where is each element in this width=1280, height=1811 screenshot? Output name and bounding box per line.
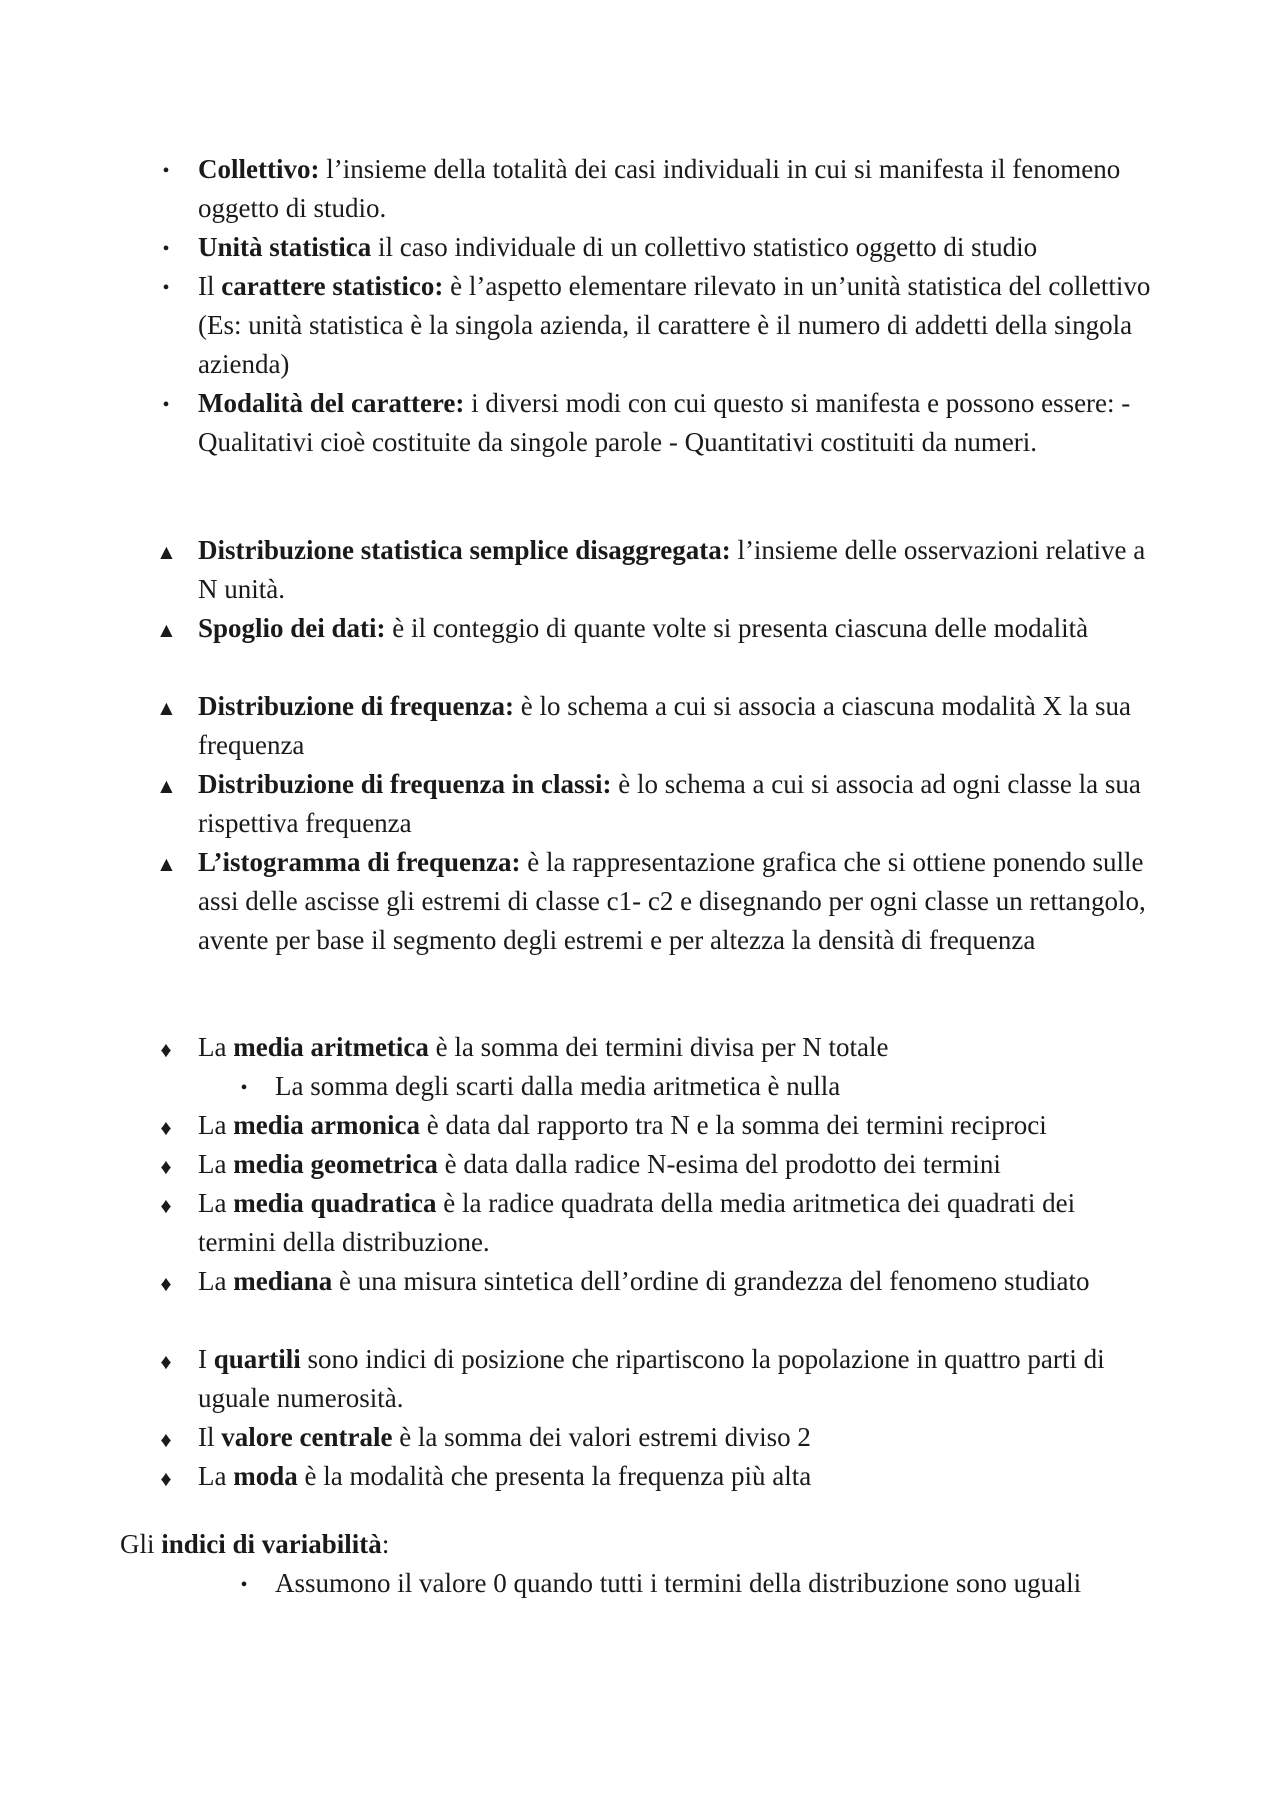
diamond-icon: ♦ — [160, 1154, 172, 1179]
list-item: Distribuzione di frequenza: è lo schema a cui si associa a ciascuna modalità X la sua frequenza — [198, 691, 1132, 760]
section-heading: Gli indici di variabilità: — [120, 1529, 390, 1559]
bullet-icon: • — [162, 277, 170, 299]
list-item: Collettivo: l’insieme della totalità dei casi individuali in cui si manifesta il fenomeno oggetto di studio. — [198, 154, 1121, 223]
term: Distribuzione di frequenza in classi: — [198, 769, 612, 799]
term: Spoglio dei dati: — [198, 613, 386, 643]
diamond-icon: ♦ — [160, 1427, 172, 1452]
triangle-icon: ▲ — [156, 774, 177, 798]
list-item: Distribuzione di frequenza in classi: è lo schema a cui si associa ad ogni classe la sua rispettiva frequenza — [198, 769, 1141, 838]
list-item: La media armonica è data dal rapporto tra N e la somma dei termini reciproci — [198, 1110, 1047, 1140]
term: L’istogramma di frequenza: — [198, 847, 521, 877]
term: Distribuzione statistica semplice disaggregata: — [198, 535, 731, 565]
term: Distribuzione di frequenza: — [198, 691, 514, 721]
triangle-icon: ▲ — [156, 618, 177, 642]
list-item: La media quadratica è la radice quadrata della media aritmetica dei quadrati dei termini della distribuzione. — [198, 1188, 1076, 1257]
diamond-icon: ♦ — [160, 1115, 172, 1140]
term: media aritmetica — [233, 1032, 429, 1062]
list-item: La mediana è una misura sintetica dell’ordine di grandezza del fenomeno studiato — [198, 1266, 1090, 1296]
diamond-icon: ♦ — [160, 1271, 172, 1296]
bullet-icon: • — [162, 160, 170, 182]
list-item: La moda è la modalità che presenta la frequenza più alta — [198, 1461, 812, 1491]
list-item: La media aritmetica è la somma dei termini divisa per N totale — [198, 1032, 889, 1062]
list-item: L’istogramma di frequenza: è la rappresentazione grafica che si ottiene ponendo sulle assi delle ascisse gli estremi di classe c1- c2 e disegnando per ogni classe un rettangolo, avente per base il segmento degli estremi e per altezza la densità di frequenza — [198, 847, 1146, 955]
diamond-icon: ♦ — [160, 1349, 172, 1374]
list-item: Modalità del carattere: i diversi modi con cui questo si manifesta e possono essere: - Qualitativi cioè costituite da singole parole - Quantitativi costituiti da numeri. — [198, 388, 1131, 457]
list-item: I quartili sono indici di posizione che ripartiscono la popolazione in quattro parti di uguale numerosità. — [198, 1344, 1105, 1413]
triangle-icon: ▲ — [156, 852, 177, 876]
list-item: La media geometrica è data dalla radice N-esima del prodotto dei termini — [198, 1149, 1001, 1179]
bullet-icon: • — [162, 238, 170, 260]
bullet-icon: • — [240, 1077, 248, 1099]
list-item: Distribuzione statistica semplice disaggregata: l’insieme delle osservazioni relative a N unità. — [198, 535, 1146, 604]
diamond-icon: ♦ — [160, 1037, 172, 1062]
term: valore centrale — [221, 1422, 393, 1452]
diamond-icon: ♦ — [160, 1466, 172, 1491]
term: media geometrica — [233, 1149, 438, 1179]
term: moda — [233, 1461, 298, 1491]
term: media armonica — [233, 1110, 420, 1140]
sub-list-item: La somma degli scarti dalla media aritmetica è nulla — [275, 1071, 841, 1101]
term: indici di variabilità — [161, 1529, 382, 1559]
triangle-icon: ▲ — [156, 540, 177, 564]
list-item: Unità statistica il caso individuale di un collettivo statistico oggetto di studio — [198, 232, 1038, 262]
diamond-icon: ♦ — [160, 1193, 172, 1218]
term: mediana — [233, 1266, 333, 1296]
term: media quadratica — [233, 1188, 437, 1218]
list-item: Il valore centrale è la somma dei valori estremi diviso 2 — [198, 1422, 811, 1452]
term: carattere statistico: — [221, 271, 444, 301]
term: Modalità del carattere: — [198, 388, 465, 418]
list-item: Spoglio dei dati: è il conteggio di quante volte si presenta ciascuna delle modalità — [198, 613, 1089, 643]
term: Unità statistica — [198, 232, 372, 262]
term: Collettivo: — [198, 154, 320, 184]
term: quartili — [213, 1344, 301, 1374]
bullet-icon: • — [240, 1574, 248, 1596]
bullet-icon: • — [162, 394, 170, 416]
sub-list-item: Assumono il valore 0 quando tutti i termini della distribuzione sono uguali — [275, 1568, 1082, 1598]
list-item: Il carattere statistico: è l’aspetto elementare rilevato in un’unità statistica del collettivo (Es: unità statistica è la singola azienda, il carattere è il numero di addetti della singola azienda) — [198, 271, 1151, 379]
triangle-icon: ▲ — [156, 696, 177, 720]
